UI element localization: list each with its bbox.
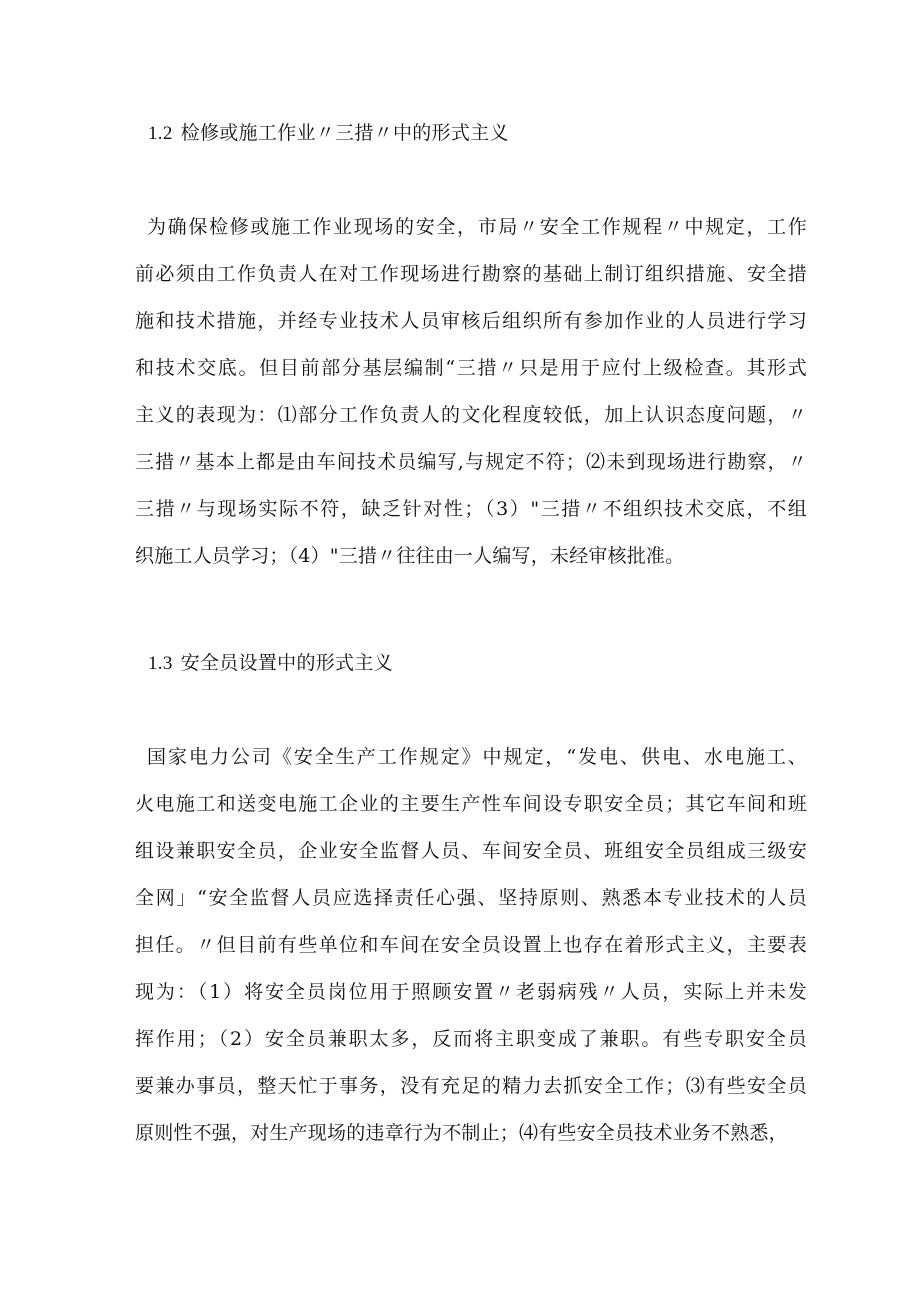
section-heading-1-3 bbox=[148, 650, 393, 677]
paragraph-line: 全网」“安全监督人员应选择责任心强、坚持原则、熟悉本专业技术的人员 bbox=[135, 887, 807, 909]
paragraph-line: 组设兼职安全员，企业安全监督人员、车间安全员、班组安全员组成三级安 bbox=[135, 840, 807, 862]
paragraph-line: 要兼办事员，整天忙于事务，没有充足的精力去抓安全工作；⑶有些安全员 bbox=[135, 1075, 807, 1097]
paragraph-line: 三措〃与现场实际不符，缺乏针对性；（3）"三措〃不组织技术交底，不组 bbox=[135, 498, 807, 520]
paragraph-line: 原则性不强，对生产现场的违章行为不制止；⑷有些安全员技术业务不熟悉， bbox=[135, 1122, 788, 1144]
section-number: 1.2 bbox=[148, 123, 173, 144]
paragraph-line: 织施工人员学习；（4）"三措〃往往由一人编写，未经审核批准。 bbox=[135, 545, 685, 567]
section-title: 安全员设置中的形式主义 bbox=[180, 652, 393, 674]
paragraph-line: 前必须由工作负责人在对工作现场进行勘察的基础上制订组织措施、安全措 bbox=[135, 263, 807, 285]
paragraph-line: 三措〃基本上都是由车间技术员编写,与规定不符；⑵未到现场进行勘察，〃 bbox=[135, 451, 807, 473]
paragraph-1-2 bbox=[135, 204, 807, 580]
paragraph-line: 主义的表现为：⑴部分工作负责人的文化程度较低，加上认识态度问题，〃 bbox=[135, 404, 807, 426]
paragraph-line: 和技术交底。但目前部分基层编制“三措〃只是用于应付上级检查。其形式 bbox=[135, 357, 807, 379]
paragraph-line: 为确保检修或施工作业现场的安全，市局〃安全工作规程〃中规定，工作 bbox=[147, 216, 807, 238]
paragraph-line: 国家电力公司《安全生产工作规定》中规定，“发电、供电、水电施工、 bbox=[147, 746, 807, 768]
paragraph-line: 施和技术措施，并经专业技术人员审核后组织所有参加作业的人员进行学习 bbox=[135, 310, 807, 332]
paragraph-line: 担任。〃但目前有些单位和车间在安全员设置上也存在着形式主义，主要表 bbox=[135, 934, 807, 956]
section-title: 检修或施工作业〃三措〃中的形式主义 bbox=[180, 122, 509, 144]
paragraph-1-3 bbox=[135, 734, 807, 1157]
paragraph-line: 挥作用；（2）安全员兼职太多，反而将主职变成了兼职。有些专职安全员 bbox=[135, 1028, 807, 1050]
section-heading-1-2 bbox=[148, 120, 509, 147]
section-number: 1.3 bbox=[148, 653, 173, 674]
paragraph-line: 现为：（1）将安全员岗位用于照顾安置〃老弱病残〃人员，实际上并未发 bbox=[135, 981, 807, 1003]
paragraph-line: 火电施工和送变电施工企业的主要生产性车间设专职安全员；其它车间和班 bbox=[135, 793, 807, 815]
